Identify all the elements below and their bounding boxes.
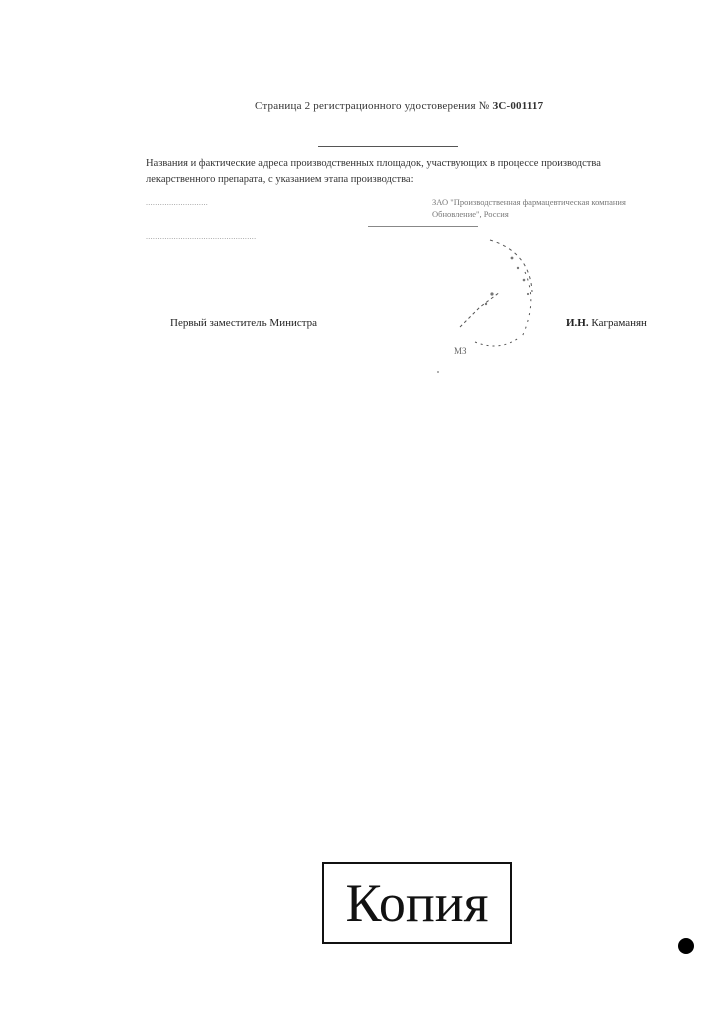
- page-header-text: Страница 2 регистрационного удостоверения №: [255, 100, 490, 112]
- black-dot-mark: [678, 938, 694, 954]
- manufacturer-underline: [368, 226, 478, 227]
- intro-paragraph: Названия и фактические адреса производственных площадок, участвующих в процессе производства лекарственного препарата, с указанием этапа производства:: [146, 158, 601, 185]
- signatory-surname: Каграманян: [591, 317, 647, 329]
- signatory-title: Первый заместитель Министра: [170, 317, 318, 329]
- signatory-name: [566, 317, 647, 329]
- page-header: [255, 100, 543, 112]
- copy-stamp: [322, 862, 512, 944]
- copy-stamp-label: Копия: [345, 873, 489, 933]
- faint-text-line: ...........................: [146, 198, 209, 207]
- seal-text: МЗ: [454, 346, 467, 356]
- faint-address-line: ................................................: [146, 232, 257, 241]
- document-number: ЗС-001117: [492, 100, 544, 112]
- manufacturer-block: ЗАО "Производственная фармацевтическая компания Обновление", Россия: [432, 197, 626, 219]
- separator-line: [318, 146, 458, 147]
- official-seal: [420, 232, 560, 382]
- signatory-initials: И.Н.: [566, 317, 589, 329]
